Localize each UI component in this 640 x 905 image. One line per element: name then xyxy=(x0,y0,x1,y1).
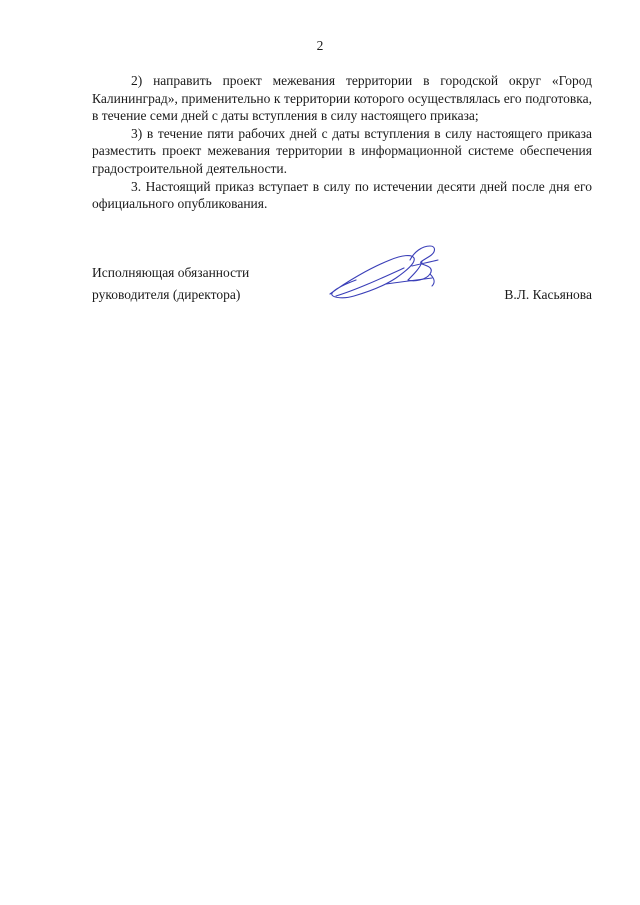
paragraph-item-2: 2) направить проект межевания территории в городской округ «Город Калининград», применительно к территории которого осуществлялась его подготовка, в течение семи дней с даты вступления в силу настоящего приказа; xyxy=(92,73,592,124)
handwritten-signature xyxy=(326,238,446,302)
page-number: 2 xyxy=(316,38,324,53)
signature-block xyxy=(92,262,592,322)
signer-position xyxy=(92,262,249,306)
document-body xyxy=(92,72,592,213)
signer-position-line-1: Исполняющая обязанности xyxy=(92,265,250,280)
paragraph-clause-3: 3. Настоящий приказ вступает в силу по истечении десяти дней после дня его официального опубликования. xyxy=(92,178,592,212)
signer-position-line-2: руководителя (директора) xyxy=(92,287,241,302)
signer-name: В.Л. Касьянова xyxy=(504,287,592,302)
paragraph-item-3: 3) в течение пяти рабочих дней с даты вступления в силу настоящего приказа разместить проект межевания территории в информационной системе обеспечения градостроительной деятельности. xyxy=(92,125,592,176)
